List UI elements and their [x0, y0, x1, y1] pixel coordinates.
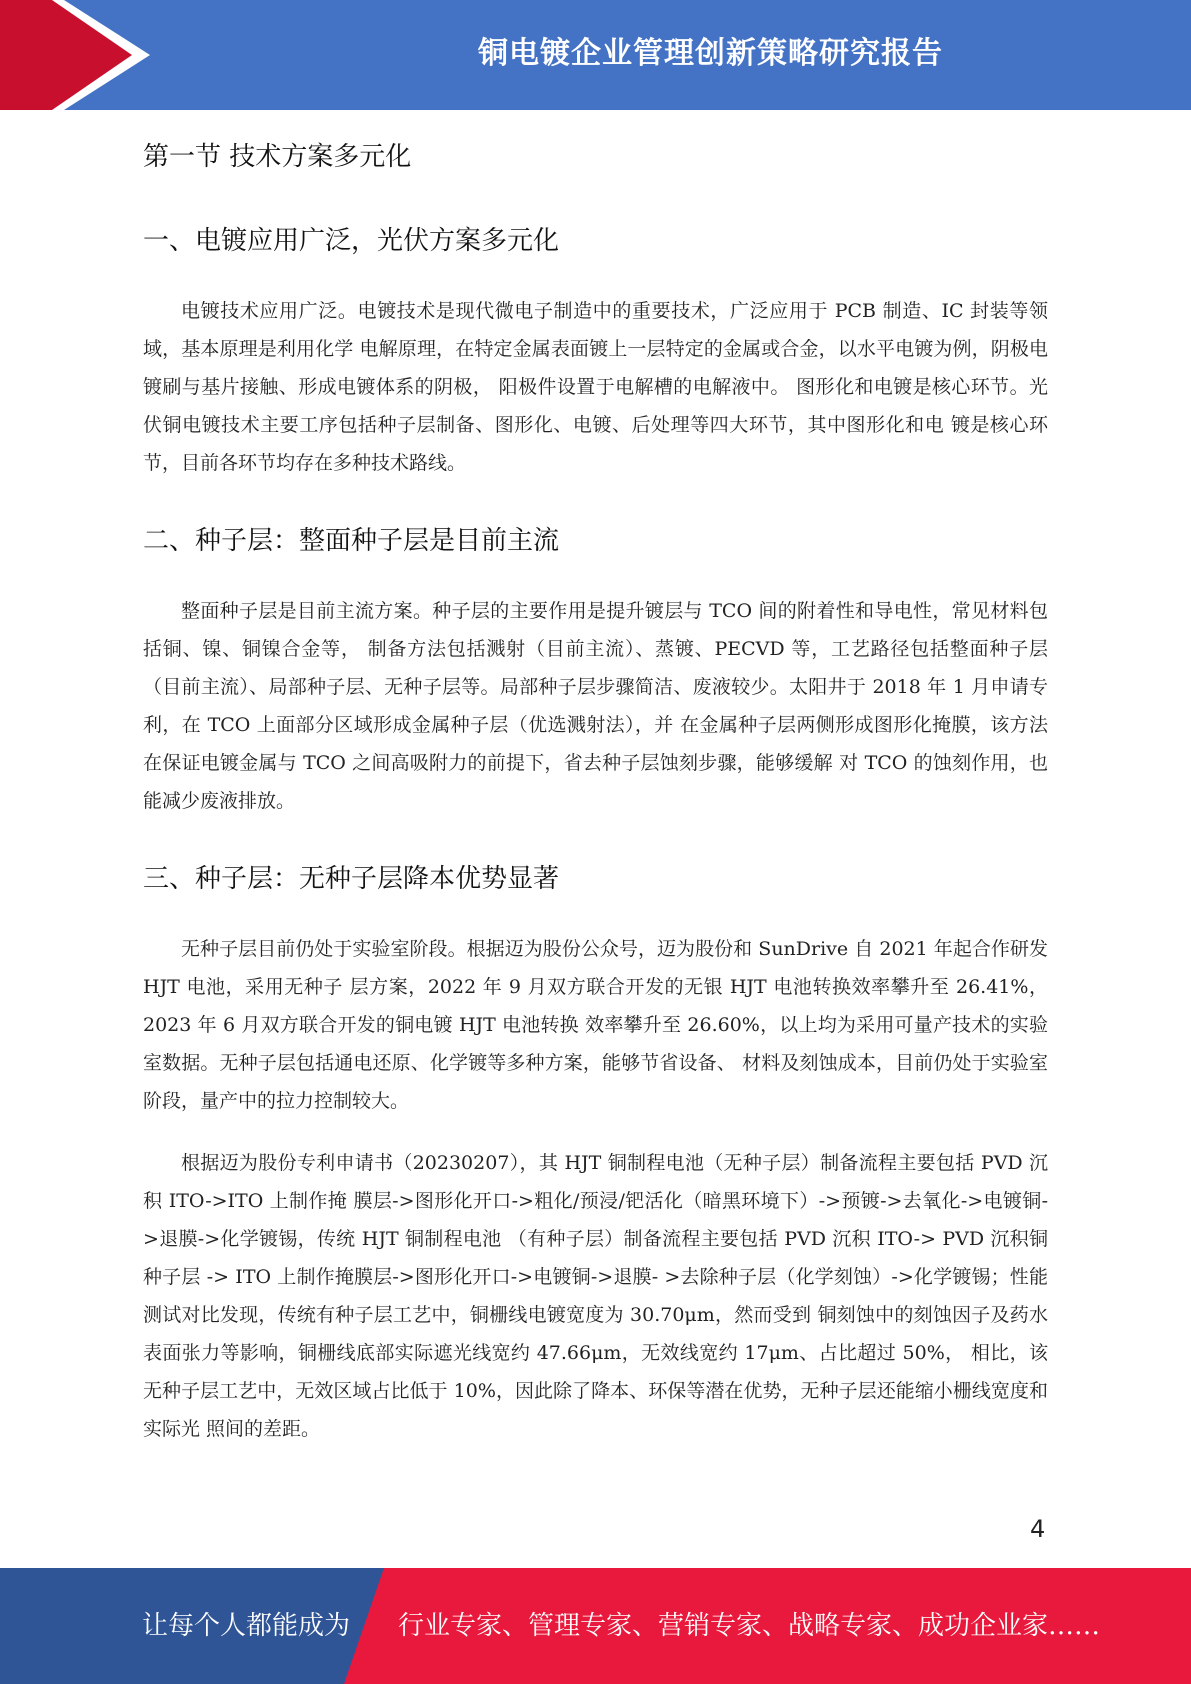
- heading-3: 三、种子层：无种子层降本优势显著: [143, 864, 560, 894]
- paragraph-4: 根据迈为股份专利申请书（20230207），其 HJT 铜制程电池（无种子层）制备流程主要包括 PVD 沉积 ITO->ITO 上制作掩 膜层->图形化开口->粗化/预浸/钯活化（暗黑环境下）->预镀->去氧化->电镀铜->退膜->化学镀锡，传统 HJT 铜制程电池 （有种子层）制备流程主要包括 PVD 沉积 ITO-> PVD 沉积铜种子层 -> ITO 上制作掩膜层->图形化开口->电镀铜->退膜- >去除种子层（化学刻蚀）->化学镀锡；性能测试对比发现，传统有种子层工艺中，铜栅线电镀宽度为 30.70μm，然而受到 铜刻蚀中的刻蚀因子及药水表面张力等影响，铜栅线底部实际遮光线宽约 47.66μm，无效线宽约 17μm、占比超过 50%， 相比，该无种子层工艺中，无效区域占比低于 10%，因此除了降本、环保等潜在优势，无种子层还能缩小栅线宽度和实际光 照间的差距。: [143, 1152, 1048, 1440]
- paragraph-1: 电镀技术应用广泛。电镀技术是现代微电子制造中的重要技术，广泛应用于 PCB 制造、IC 封装等领域，基本原理是利用化学 电解原理，在特定金属表面镀上一层特定的金属或合金，以水平电镀为例，阴极电镀刷与基片接触、形成电镀体系的阴极， 阳极件设置于电解槽的电解液中。 图形化和电镀是核心环节。光伏铜电镀技术主要工序包括种子层制备、图形化、电镀、后处理等四大环节，其中图形化和电 镀是核心环节，目前各环节均存在多种技术路线。: [143, 300, 1048, 474]
- footer-slogan-left: 让每个人都能成为: [142, 1611, 351, 1641]
- page-header: [0, 0, 1191, 110]
- page-number: 4: [1030, 1515, 1046, 1543]
- page-content: [143, 120, 1048, 1448]
- footer-slogan-right: 行业专家、管理专家、营销专家、战略专家、成功企业家……: [398, 1611, 1101, 1641]
- report-title: 铜电镀企业管理创新策略研究报告: [478, 36, 943, 71]
- paragraph-3: 无种子层目前仍处于实验室阶段。根据迈为股份公众号，迈为股份和 SunDrive 自 2021 年起合作研发 HJT 电池，采用无种子 层方案，2022 年 9 月双方联合开发的无银 HJT 电池转换效率攀升至 26.41%，2023 年 6 月双方联合开发的铜电镀 HJT 电池转换 效率攀升至 26.60%，以上均为采用可量产技术的实验室数据。无种子层包括通电还原、化学镀等多种方案，能够节省设备、 材料及刻蚀成本，目前仍处于实验室阶段，量产中的拉力控制较大。: [143, 938, 1048, 1112]
- paragraph-2: 整面种子层是目前主流方案。种子层的主要作用是提升镀层与 TCO 间的附着性和导电性，常见材料包括铜、镍、铜镍合金等， 制备方法包括溅射（目前主流）、蒸镀、PECVD 等，工艺路径包括整面种子层（目前主流）、局部种子层、无种子层等。局部种子层步骤简洁、废液较少。太阳井于 2018 年 1 月申请专利，在 TCO 上面部分区域形成金属种子层（优选溅射法），并 在金属种子层两侧形成图形化掩膜，该方法在保证电镀金属与 TCO 之间高吸附力的前提下，省去种子层蚀刻步骤，能够缓解 对 TCO 的蚀刻作用，也能减少废液排放。: [143, 600, 1048, 812]
- heading-1: 一、电镀应用广泛，光伏方案多元化: [143, 226, 560, 256]
- heading-2: 二、种子层：整面种子层是目前主流: [143, 526, 560, 556]
- section-title: 第一节 技术方案多元化: [143, 142, 412, 172]
- page-footer: [0, 1568, 1191, 1684]
